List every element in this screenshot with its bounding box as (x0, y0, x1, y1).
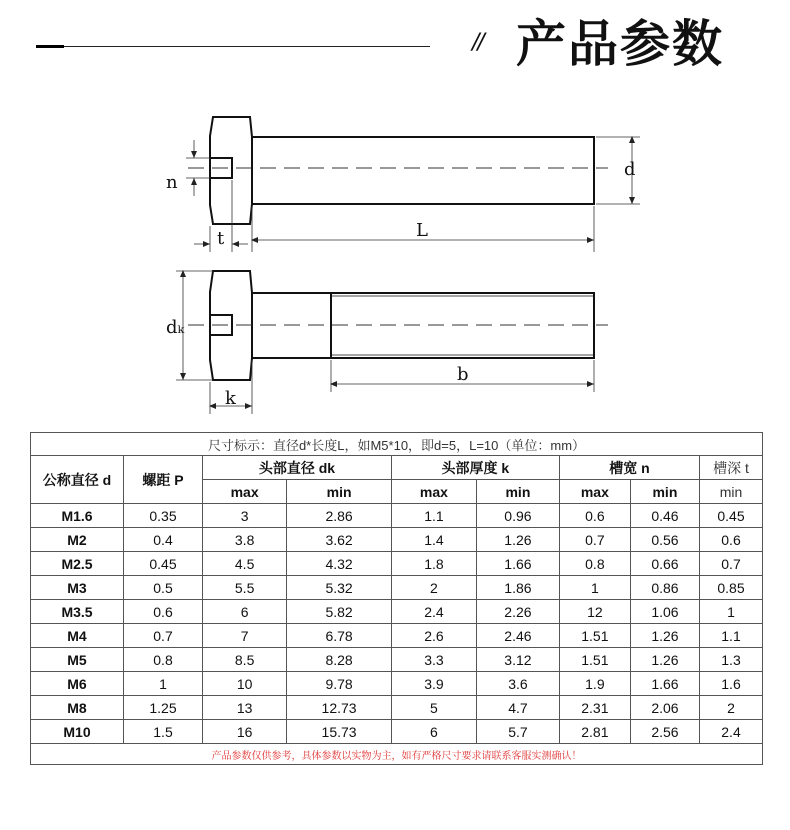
table-row (31, 720, 763, 744)
cell-k-max: 2 (391, 576, 476, 600)
table-row (31, 552, 763, 576)
cell-k-min: 1.26 (476, 528, 559, 552)
cell-n-min: 0.56 (630, 528, 699, 552)
cell-p: 0.6 (124, 600, 203, 624)
cell-dk-max: 16 (203, 720, 287, 744)
cell-k-max: 3.9 (391, 672, 476, 696)
header-slot-w: 槽宽 n (559, 456, 699, 480)
cell-n-max: 1.9 (559, 672, 630, 696)
cell-t-min: 0.7 (700, 552, 763, 576)
cell-k-max: 1.1 (391, 504, 476, 528)
cell-p: 0.45 (124, 552, 203, 576)
spec-table (30, 432, 763, 765)
table-row (31, 672, 763, 696)
cell-n-min: 2.06 (630, 696, 699, 720)
cell-k-min: 0.96 (476, 504, 559, 528)
cell-k-min: 1.86 (476, 576, 559, 600)
header-head-dia: 头部直径 dk (203, 456, 392, 480)
cell-p: 0.7 (124, 624, 203, 648)
cell-dk-max: 3.8 (203, 528, 287, 552)
cell-p: 1.25 (124, 696, 203, 720)
table-row (31, 624, 763, 648)
cell-size: M1.6 (31, 504, 124, 528)
cell-size: M6 (31, 672, 124, 696)
cell-k-min: 4.7 (476, 696, 559, 720)
cell-n-min: 0.86 (630, 576, 699, 600)
cell-size: M3 (31, 576, 124, 600)
header-slash: // (472, 30, 483, 55)
cell-k-max: 1.4 (391, 528, 476, 552)
cell-n-max: 1.51 (559, 648, 630, 672)
table-row (31, 576, 763, 600)
table-row (31, 696, 763, 720)
cell-dk-max: 3 (203, 504, 287, 528)
cell-k-max: 2.6 (391, 624, 476, 648)
table-caption-row (31, 433, 763, 456)
cell-n-max: 2.31 (559, 696, 630, 720)
cell-dk-min: 2.86 (287, 504, 392, 528)
label-L: L (416, 220, 428, 241)
cell-t-min: 0.6 (700, 528, 763, 552)
cell-dk-min: 5.32 (287, 576, 392, 600)
label-b: b (457, 364, 469, 385)
cell-dk-min: 5.82 (287, 600, 392, 624)
cell-t-min: 0.45 (700, 504, 763, 528)
subheader-max: max (203, 480, 287, 504)
cell-dk-max: 6 (203, 600, 287, 624)
table-row (31, 600, 763, 624)
cell-k-max: 5 (391, 696, 476, 720)
table-caption: 尺寸标示：直径d*长度L，如M5*10，即d=5，L=10（单位：mm） (31, 433, 763, 456)
table-header-row (31, 456, 763, 480)
label-t: t (217, 228, 225, 249)
cell-t-min: 2 (700, 696, 763, 720)
cell-n-min: 1.26 (630, 624, 699, 648)
cell-n-min: 2.56 (630, 720, 699, 744)
cell-p: 1.5 (124, 720, 203, 744)
subheader-min: min (630, 480, 699, 504)
cell-n-max: 0.6 (559, 504, 630, 528)
cell-dk-min: 6.78 (287, 624, 392, 648)
subheader-max: max (559, 480, 630, 504)
subheader-min: min (476, 480, 559, 504)
cell-n-min: 1.06 (630, 600, 699, 624)
cell-k-min: 1.66 (476, 552, 559, 576)
cell-p: 0.4 (124, 528, 203, 552)
cell-size: M4 (31, 624, 124, 648)
cell-dk-min: 9.78 (287, 672, 392, 696)
page-title: 产品参数 (516, 15, 724, 73)
cell-n-min: 1.26 (630, 648, 699, 672)
cell-n-max: 0.7 (559, 528, 630, 552)
bottom-screw-shank (252, 293, 594, 358)
subheader-max: max (391, 480, 476, 504)
cell-n-max: 2.81 (559, 720, 630, 744)
cell-size: M2.5 (31, 552, 124, 576)
cell-dk-max: 8.5 (203, 648, 287, 672)
table-row (31, 648, 763, 672)
header-pitch: 螺距 P (124, 456, 203, 504)
table-row (31, 528, 763, 552)
cell-t-min: 1.6 (700, 672, 763, 696)
cell-n-max: 12 (559, 600, 630, 624)
subheader-min: min (287, 480, 392, 504)
cell-t-min: 1.1 (700, 624, 763, 648)
cell-dk-max: 13 (203, 696, 287, 720)
cell-size: M2 (31, 528, 124, 552)
cell-n-min: 1.66 (630, 672, 699, 696)
cell-k-min: 2.46 (476, 624, 559, 648)
cell-p: 0.5 (124, 576, 203, 600)
cell-n-min: 0.66 (630, 552, 699, 576)
cell-dk-max: 10 (203, 672, 287, 696)
cell-size: M10 (31, 720, 124, 744)
cell-n-max: 1.51 (559, 624, 630, 648)
cell-n-max: 1 (559, 576, 630, 600)
cell-dk-max: 4.5 (203, 552, 287, 576)
cell-t-min: 1 (700, 600, 763, 624)
label-d: d (624, 159, 636, 180)
cell-p: 1 (124, 672, 203, 696)
cell-k-max: 6 (391, 720, 476, 744)
label-k: k (225, 388, 236, 409)
cell-t-min: 0.85 (700, 576, 763, 600)
table-note-row (31, 744, 763, 765)
cell-k-min: 3.6 (476, 672, 559, 696)
cell-dk-min: 12.73 (287, 696, 392, 720)
cell-k-max: 1.8 (391, 552, 476, 576)
header-head-thk: 头部厚度 k (391, 456, 559, 480)
cell-t-min: 2.4 (700, 720, 763, 744)
cell-k-max: 3.3 (391, 648, 476, 672)
table-row (31, 504, 763, 528)
cell-p: 0.35 (124, 504, 203, 528)
subheader-min: min (700, 480, 763, 504)
cell-t-min: 1.3 (700, 648, 763, 672)
cell-dk-min: 15.73 (287, 720, 392, 744)
label-dk: dₖ (166, 317, 185, 338)
top-screw-shank (252, 137, 594, 204)
cell-k-min: 3.12 (476, 648, 559, 672)
cell-dk-min: 8.28 (287, 648, 392, 672)
cell-n-min: 0.46 (630, 504, 699, 528)
label-n: n (166, 172, 178, 193)
cell-dk-max: 7 (203, 624, 287, 648)
cell-p: 0.8 (124, 648, 203, 672)
cell-n-max: 0.8 (559, 552, 630, 576)
cell-k-min: 2.26 (476, 600, 559, 624)
cell-k-max: 2.4 (391, 600, 476, 624)
cell-size: M8 (31, 696, 124, 720)
cell-k-min: 5.7 (476, 720, 559, 744)
cell-size: M5 (31, 648, 124, 672)
cell-size: M3.5 (31, 600, 124, 624)
header-slot-d: 槽深 t (700, 456, 763, 480)
header-nominal: 公称直径 d (31, 456, 124, 504)
cell-dk-min: 4.32 (287, 552, 392, 576)
cell-dk-max: 5.5 (203, 576, 287, 600)
table-note: 产品参数仅供参考，具体参数以实物为主，如有严格尺寸要求请联系客服实测确认！ (31, 744, 763, 765)
cell-dk-min: 3.62 (287, 528, 392, 552)
